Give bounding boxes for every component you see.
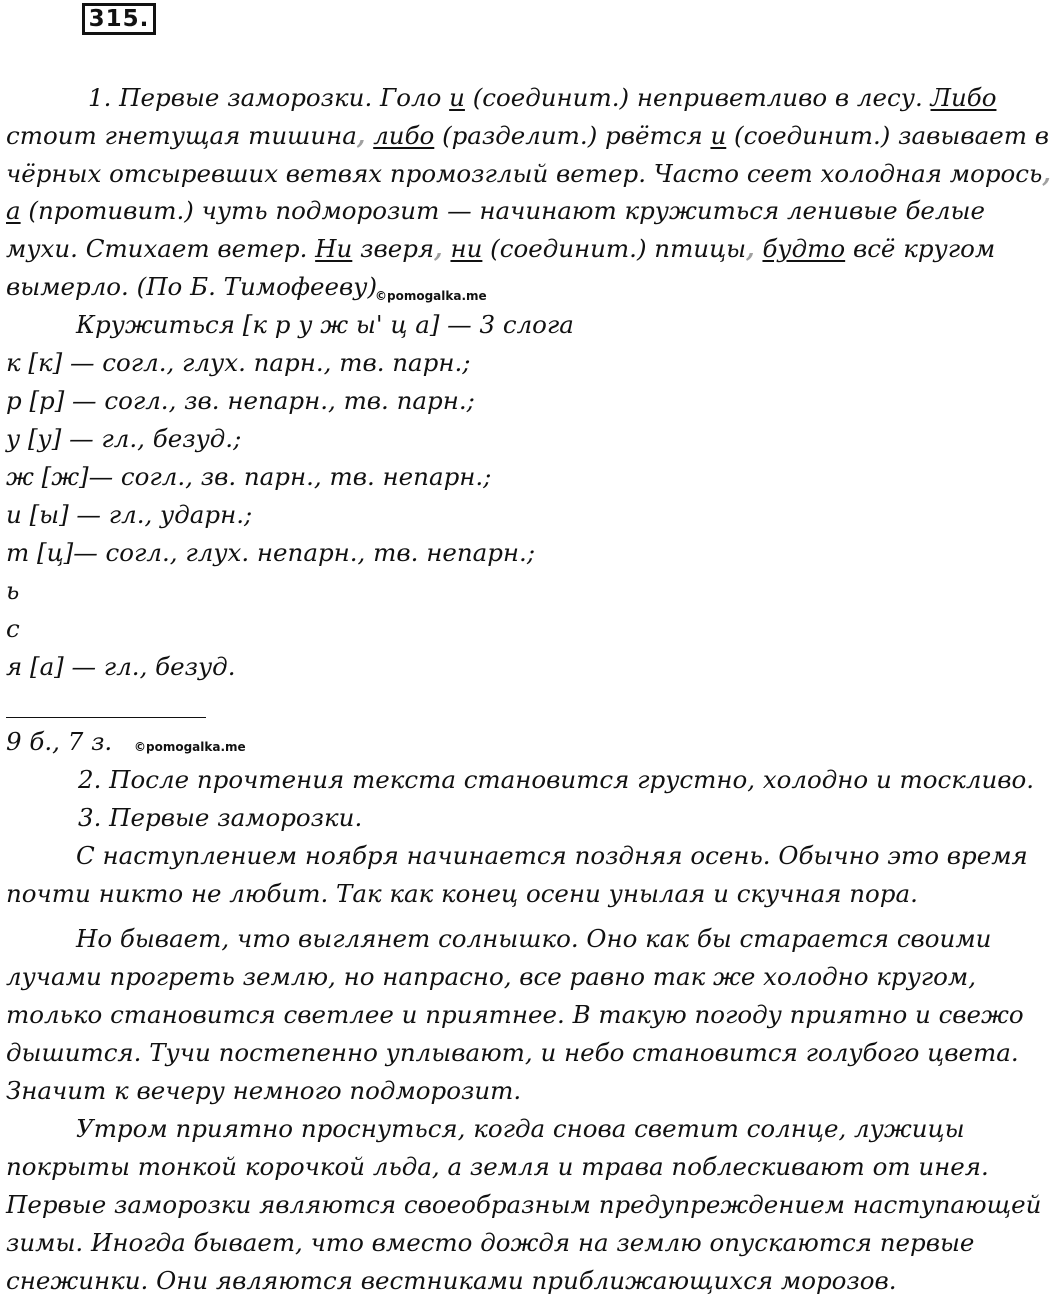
phonetic-row: и [ы] — гл., ударн.; bbox=[6, 500, 253, 529]
essay-line: Первые заморозки являются своеобразным предупреждением наступающей bbox=[6, 1190, 1042, 1219]
essay-line: покрыты тонкой корочкой льда, а земля и трава поблескивают от инея. bbox=[6, 1152, 989, 1181]
essay-line: Но бывает, что выглянет солнышко. Оно как бы старается своими bbox=[76, 924, 992, 953]
watermark: ©pomogalka.me bbox=[134, 740, 246, 754]
phonetic-row: ь bbox=[6, 576, 20, 605]
essay-line: Значит к вечеру немного подморозит. bbox=[6, 1076, 522, 1105]
divider-line bbox=[6, 717, 206, 718]
essay-line: дышится. Тучи постепенно уплывают, и небо становится голубого цвета. bbox=[6, 1038, 1019, 1067]
essay-line: лучами прогреть землю, но напрасно, все равно так же холодно кругом, bbox=[6, 962, 977, 991]
essay-line: С наступлением ноября начинается поздняя осень. Обычно это время bbox=[76, 841, 1028, 870]
watermark: ©pomogalka.me bbox=[375, 289, 487, 303]
essay-line: зимы. Иногда бывает, что вместо дождя на землю опускаются первые bbox=[6, 1228, 975, 1257]
part3-title: 3. Первые заморозки. bbox=[78, 803, 363, 832]
phonetic-row: ж [ж]— согл., зв. парн., тв. непарн.; bbox=[6, 462, 492, 491]
phonetic-summary: 9 б., 7 з. bbox=[6, 727, 113, 756]
part2-answer: 2. После прочтения текста становится грустно, холодно и тоскливо. bbox=[78, 765, 1035, 794]
exercise-number: 315. bbox=[82, 3, 156, 35]
text-line-6: вымерло. (По Б. Тимофееву) bbox=[6, 272, 378, 301]
phonetic-row: у [у] — гл., безуд.; bbox=[6, 424, 242, 453]
essay-line: только становится светлее и приятнее. В такую погоду приятно и свежо bbox=[6, 1000, 1024, 1029]
essay-line: снежинки. Они являются вестниками приближающихся морозов. bbox=[6, 1266, 897, 1295]
text-line-5: мухи. Стихает ветер. Ни зверя, ни (соединит.) птицы, будто всё кругом bbox=[6, 234, 996, 263]
phonetic-row: р [р] — согл., зв. непарн., тв. парн.; bbox=[6, 386, 475, 415]
text-line-4: а (противит.) чуть подморозит — начинают кружиться ленивые белые bbox=[6, 196, 985, 225]
phonetic-row: с bbox=[6, 614, 20, 643]
phonetic-row: т [ц]— согл., глух. непарн., тв. непарн.; bbox=[6, 538, 536, 567]
phonetic-row: к [к] — согл., глух. парн., тв. парн.; bbox=[6, 348, 471, 377]
essay-line: почти никто не любит. Так как конец осени унылая и скучная пора. bbox=[6, 879, 918, 908]
essay-line: Утром приятно проснуться, когда снова светит солнце, лужицы bbox=[76, 1114, 965, 1143]
phonetic-row: я [а] — гл., безуд. bbox=[6, 652, 236, 681]
phonetic-header: Кружиться [к р у ж ы' ц а] — 3 слога bbox=[76, 310, 574, 339]
text-line-1: 1. Первые заморозки. Голо и (соединит.) неприветливо в лесу. Либо bbox=[88, 83, 997, 112]
text-line-3: чёрных отсыревших ветвях промозглый ветер. Часто сеет холодная морось, bbox=[6, 159, 1051, 188]
text-line-2: стоит гнетущая тишина, либо (разделит.) рвётся и (соединит.) завывает в bbox=[6, 121, 1049, 150]
